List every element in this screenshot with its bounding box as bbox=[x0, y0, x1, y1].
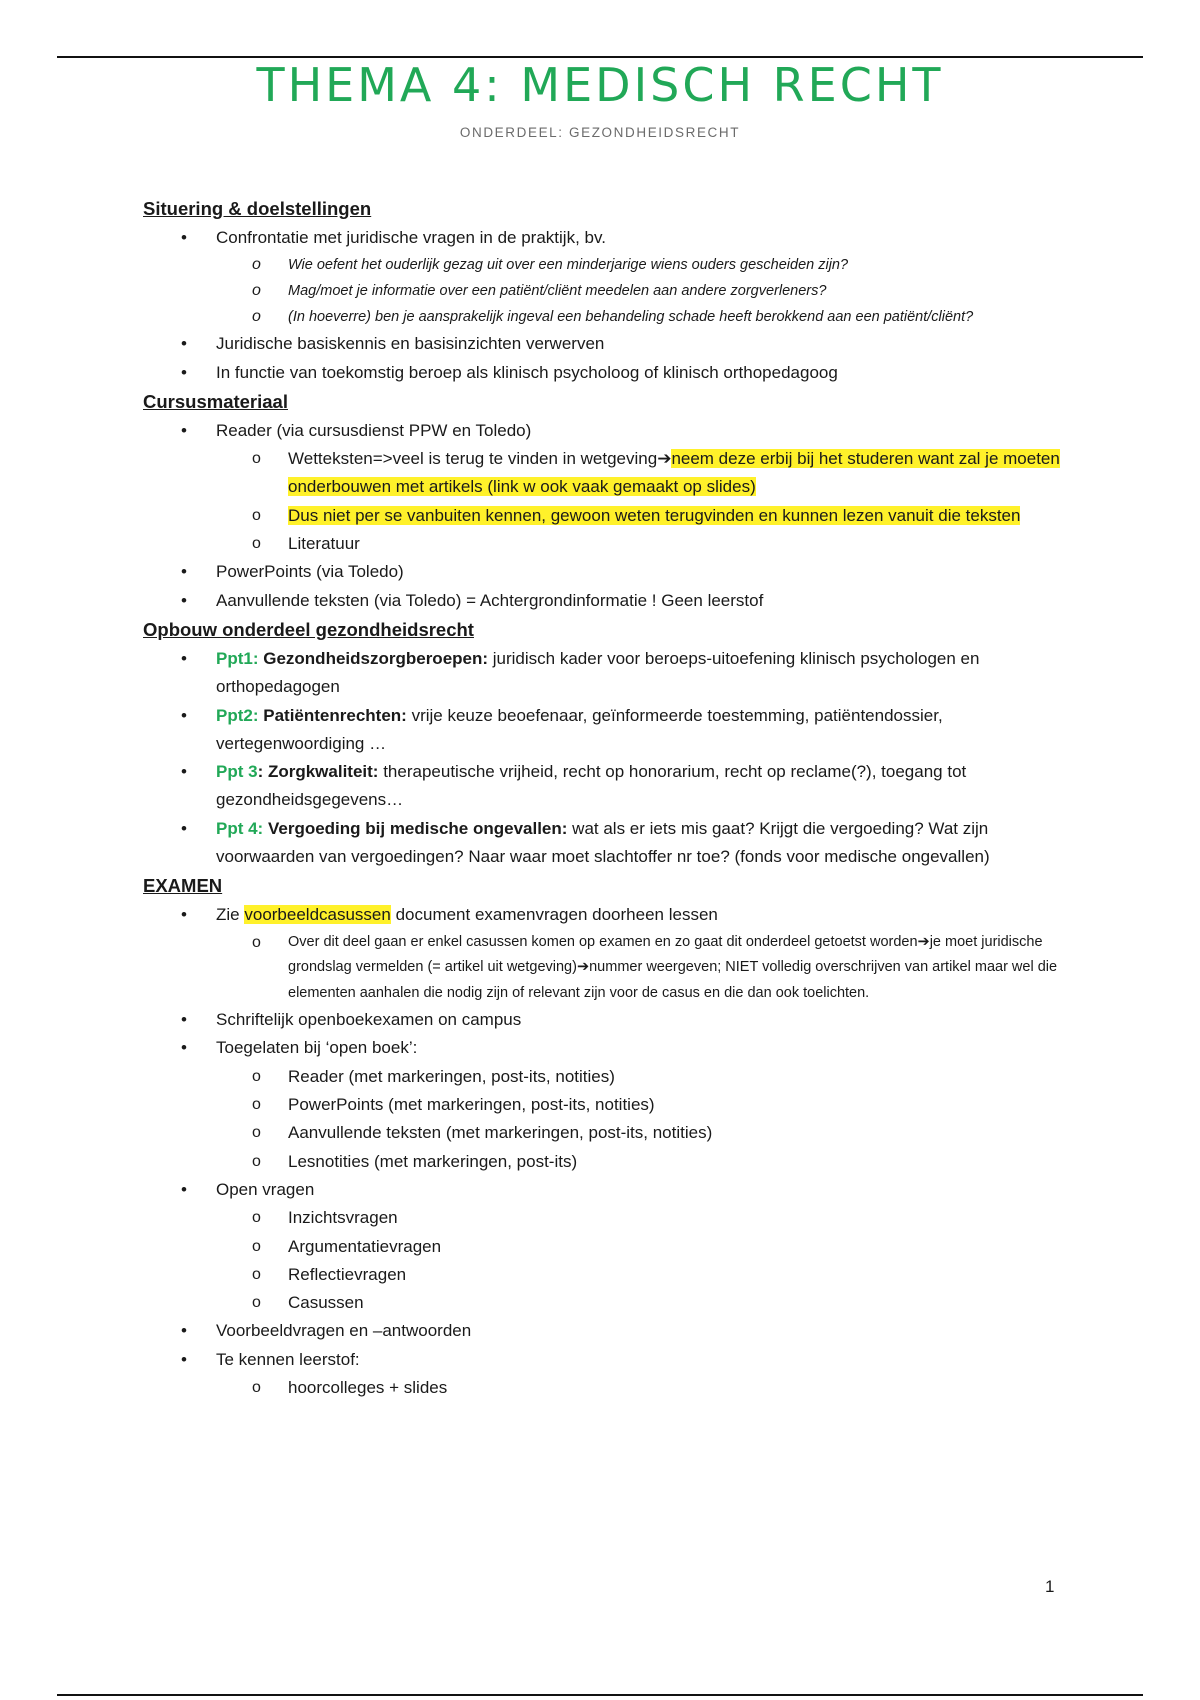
highlighted-text: neem deze erbij bij het studeren want zal je moeten onderbouwen met artikels (link w ook vaak gemaakt op slides) bbox=[288, 449, 1060, 497]
sub-list-item: o Lesnotities (met markeringen, post-its) bbox=[143, 1148, 1073, 1176]
sublist bbox=[216, 445, 1073, 558]
list-item: • Aanvullende teksten (via Toledo) = Achtergrondinformatie ! Geen leerstof bbox=[143, 587, 1073, 615]
list-item: • Ppt 3: Zorgkwaliteit: therapeutische vrijheid, recht op honorarium, recht op reclame(?), toegang tot gezondheidsgegevens… bbox=[143, 758, 1073, 815]
sub-list-item: o (In hoeverre) ben je aansprakelijk ingeval een behandeling schade heeft berokkend aan een patiënt/cliënt? bbox=[143, 304, 1073, 330]
section-heading-situering: Situering & doelstellingen bbox=[143, 198, 372, 219]
list-item: • Ppt 4: Vergoeding bij medische ongevallen: wat als er iets mis gaat? Krijgt die vergoeding? Wat zijn voorwaarden van vergoedingen? Naar waar moet slachtoffer nr toe? (fonds voor medische ongevallen) bbox=[143, 815, 1073, 872]
list-item: • Voorbeeldvragen en –antwoorden bbox=[143, 1317, 1073, 1345]
arrow-icon: ➔ bbox=[657, 449, 672, 469]
sub-list-item: o Wetteksten=>veel is terug te vinden in wetgeving➔neem deze erbij bij het studeren want zal je moeten onderbouwen met artikels (link w ook vaak gemaakt op slides) bbox=[143, 445, 1073, 502]
sub-list-item: o Reflectievragen bbox=[143, 1261, 1073, 1289]
list-item: • Open vragen o Inzichtsvragen o Argumentatievragen o Reflectievragen o Casussen bbox=[143, 1176, 1073, 1317]
sub-list-item: o PowerPoints (met markeringen, post-its, notities) bbox=[143, 1091, 1073, 1119]
section-heading-opbouw: Opbouw onderdeel gezondheidsrecht bbox=[143, 618, 474, 640]
bottom-rule bbox=[57, 1694, 1143, 1696]
cursusmateriaal-list bbox=[143, 417, 1073, 615]
arrow-icon: ➔ bbox=[576, 959, 590, 976]
ppt-tag: Ppt 4: bbox=[216, 818, 264, 838]
list-item: • Te kennen leerstof: o hoorcolleges + slides bbox=[143, 1346, 1073, 1403]
section-heading-cursusmateriaal: Cursusmateriaal bbox=[143, 390, 288, 412]
sub-list-item: o Reader (met markeringen, post-its, notities) bbox=[143, 1063, 1073, 1091]
opbouw-list bbox=[143, 645, 1073, 871]
sub-list-item: o Wie oefent het ouderlijk gezag uit over een minderjarige wiens ouders gescheiden zijn? bbox=[143, 252, 1073, 278]
list-item: • Toegelaten bij ‘open boek’: o Reader (met markeringen, post-its, notities) o PowerPoints (met markeringen, post-its, notities) o Aanvullende teksten (met markeringen, post-its, notities) o Lesnotities (met markeringen, post-its) bbox=[143, 1034, 1073, 1175]
situering-list bbox=[143, 224, 1073, 387]
list-item: • Ppt2: Patiëntenrechten: vrije keuze beoefenaar, geïnformeerde toestemming, patiëntendossier, vertegenwoordiging … bbox=[143, 702, 1073, 759]
sub-list-item: o Argumentatievragen bbox=[143, 1233, 1073, 1261]
sublist bbox=[216, 930, 1073, 1007]
sub-list-item: o Literatuur bbox=[143, 530, 1073, 558]
sublist bbox=[216, 1204, 1073, 1317]
sub-list-item: o Casussen bbox=[143, 1289, 1073, 1317]
list-item: • Ppt1: Gezondheidszorgberoepen: juridisch kader voor beroeps-uitoefening klinisch psychologen en orthopedagogen bbox=[143, 645, 1073, 702]
sublist bbox=[216, 1374, 1073, 1402]
list-item: • Juridische basiskennis en basisinzichten verwerven bbox=[143, 330, 1073, 358]
page-title: THEMA 4: MEDISCH RECHT bbox=[256, 58, 944, 112]
document-body bbox=[143, 194, 1073, 1402]
list-item: • Schriftelijk openboekexamen on campus bbox=[143, 1006, 1073, 1034]
page-subtitle: ONDERDEEL: GEZONDHEIDSRECHT bbox=[459, 125, 741, 140]
sublist bbox=[216, 1063, 1073, 1176]
arrow-icon: ➔ bbox=[917, 933, 930, 950]
list-item: • Zie voorbeeldcasussen document examenvragen doorheen lessen o Over dit deel gaan er enkel casussen komen op examen en zo gaat dit onderdeel getoetst worden➔je moet juridische grondslag vermelden (= artikel uit wetgeving)➔nummer weergeven; NIET volledig overschrijven van artikel maar wel die elementen aanhalen die nodig zijn of relevant zijn voor de casus en die dan ook toelichten. bbox=[143, 901, 1073, 1006]
list-item: • Confrontatie met juridische vragen in de praktijk, bv. o Wie oefent het ouderlijk gezag uit over een minderjarige wiens ouders gescheiden zijn? o Mag/moet je informatie over een patiënt/cliënt meedelen aan andere zorgverleners? o (In hoeverre) ben je aansprakelijk ingeval een behandeling schade heeft berokkend aan een patiënt/cliënt? bbox=[143, 224, 1073, 330]
list-item: • PowerPoints (via Toledo) bbox=[143, 558, 1073, 586]
sub-list-item: o Inzichtsvragen bbox=[143, 1204, 1073, 1232]
list-item: • In functie van toekomstig beroep als klinisch psycholoog of klinisch orthopedagoog bbox=[143, 359, 1073, 387]
ppt-tag: Ppt 3 bbox=[216, 762, 258, 782]
sub-list-item: o hoorcolleges + slides bbox=[143, 1374, 1073, 1402]
sub-list-item: o Aanvullende teksten (met markeringen, post-its, notities) bbox=[143, 1119, 1073, 1147]
sub-list-item bbox=[143, 502, 1073, 530]
highlighted-text: Dus niet per se vanbuiten kennen, gewoon weten terugvinden en kunnen lezen vanuit die teksten bbox=[288, 505, 1021, 525]
sub-list-item: o Mag/moet je informatie over een patiënt/cliënt meedelen aan andere zorgverleners? bbox=[143, 278, 1073, 304]
highlighted-text: voorbeeldcasussen bbox=[244, 905, 391, 925]
section-heading-examen: EXAMEN bbox=[143, 875, 223, 897]
examen-list bbox=[143, 901, 1073, 1402]
page-number: 1 bbox=[1045, 1577, 1055, 1596]
ppt-tag: Ppt2: bbox=[216, 705, 259, 725]
list-item: • Reader (via cursusdienst PPW en Toledo) o Wetteksten=>veel is terug te vinden in wetgeving➔neem deze erbij bij het studeren want zal je moeten onderbouwen met artikels (link w ook vaak gemaakt op slides) o Dus niet per se vanbuiten kennen, gewoon weten terugvinden en kunnen lezen vanuit die teksten o Literatuur bbox=[143, 417, 1073, 558]
sublist bbox=[216, 252, 1073, 330]
ppt-tag: Ppt1: bbox=[216, 648, 259, 668]
sub-list-item: o Over dit deel gaan er enkel casussen komen op examen en zo gaat dit onderdeel getoetst worden➔je moet juridische grondslag vermelden (= artikel uit wetgeving)➔nummer weergeven; NIET volledig overschrijven van artikel maar wel die elementen aanhalen die nodig zijn of relevant zijn voor de casus en die dan ook toelichten. bbox=[143, 930, 1073, 1007]
